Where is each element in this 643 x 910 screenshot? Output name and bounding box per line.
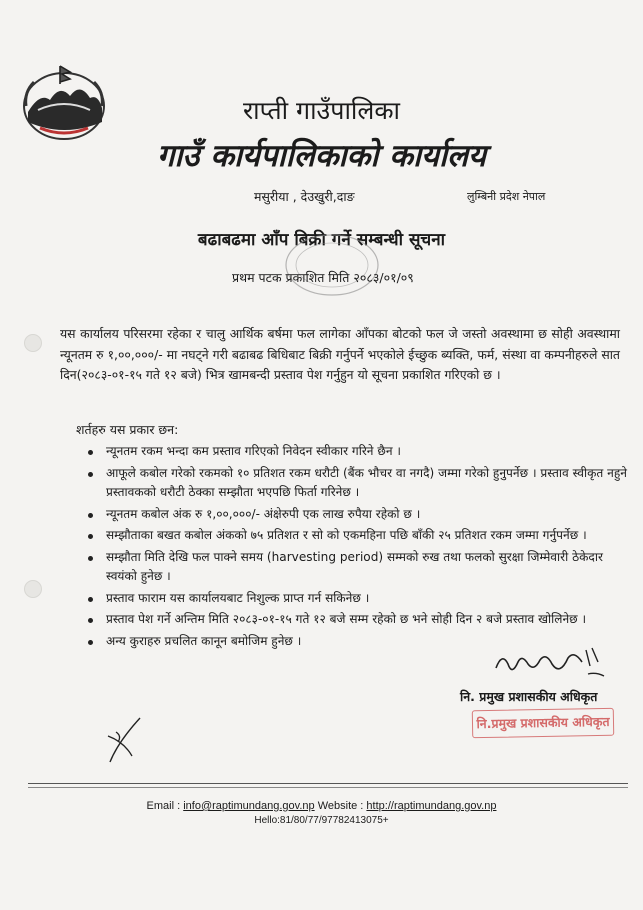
condition-text: न्यूनतम कबोल अंक रु १,००,०००/- अंक्षेरुपी एक लाख रुपैया रहेको छ । bbox=[106, 506, 421, 521]
email-link[interactable]: info@raptimundang.gov.np bbox=[183, 800, 315, 812]
bullet-icon bbox=[88, 640, 93, 645]
website-link[interactable]: http://raptimundang.gov.np bbox=[366, 800, 497, 812]
notice-title: बढाबढमा आँप बिक्री गर्ने सम्बन्धी सूचना bbox=[197, 230, 446, 250]
bullet-icon bbox=[88, 450, 93, 455]
conditions-list bbox=[88, 442, 628, 653]
footer-contact bbox=[0, 800, 643, 812]
condition-text: प्रस्ताव फाराम यस कार्यालयबाट निशुल्क प्राप्त गर्न सकिनेछ । bbox=[106, 590, 370, 605]
bullet-icon bbox=[88, 534, 93, 539]
office-name: राप्ती गाउँपालिका bbox=[242, 96, 401, 125]
condition-text: अन्य कुराहरु प्रचलित कानून बमोजिम हुनेछ । bbox=[106, 633, 302, 648]
condition-text: सम्झौता मिति देखि फल पाक्ने समय (harvesting period) सम्मको रुख तथा फलको सुरक्षा जिम्मेवारी ठेकेदार स्वयंको हुनेछ । bbox=[106, 549, 603, 583]
bullet-icon bbox=[88, 513, 93, 518]
list-item bbox=[88, 442, 628, 462]
signature-icon bbox=[492, 642, 612, 692]
list-item bbox=[88, 505, 628, 525]
list-item bbox=[88, 464, 628, 503]
signer-title: नि. प्रमुख प्रशासकीय अधिकृत bbox=[460, 689, 598, 704]
bullet-icon bbox=[88, 618, 93, 623]
signer-stamp: नि.प्रमुख प्रशासकीय अधिकृत bbox=[472, 708, 614, 738]
condition-text: प्रस्ताव पेश गर्ने अन्तिम मिति २०८३-०१-१५ गते १२ बजे सम्म रहेको छ भने सोही दिन २ बजे प्रस्ताव खोलिनेछ । bbox=[106, 612, 587, 626]
bullet-icon bbox=[88, 597, 93, 602]
list-item bbox=[88, 548, 628, 587]
punch-hole bbox=[24, 334, 42, 352]
office-title: गाउँ कार्यपालिकाको कार्यालय bbox=[156, 138, 487, 174]
office-stamp-icon bbox=[282, 230, 382, 300]
list-item bbox=[88, 610, 628, 630]
bullet-icon bbox=[88, 472, 93, 477]
email-label: Email : bbox=[146, 800, 181, 812]
list-item bbox=[88, 589, 628, 609]
province-name: लुम्बिनी प्रदेश नेपाल bbox=[467, 190, 546, 203]
condition-text: सम्झौताका बखत कबोल अंकको ७५ प्रतिशत र सो को एकमहिना पछि बाँकी २५ प्रतिशत रकम जम्मा गर्नुपर्नेछ । bbox=[106, 528, 587, 542]
punch-hole bbox=[24, 580, 42, 598]
footer-phone: Hello:81/80/77/97782413075+ bbox=[254, 815, 389, 826]
list-item bbox=[88, 526, 628, 546]
condition-text: आफूले कबोल गरेको रकमको १० प्रतिशत रकम धरौटी (बैंक भौचर वा नगदै) जम्मा गरेको हुनुपर्नेछ । प्रस्ताव स्वीकृत नहुने प्रस्तावकको धरौटी ठेक्का सम्झौता भएपछि फिर्ता गरिनेछ । bbox=[106, 465, 627, 499]
publication-date: प्रथम पटक प्रकाशित मिति २०८३/०१/०९ bbox=[232, 270, 414, 285]
website-label: Website : bbox=[317, 800, 364, 812]
conditions-heading: शर्तहरु यस प्रकार छन: bbox=[76, 422, 179, 437]
condition-text: न्यूनतम रकम भन्दा कम प्रस्ताव गरिएको निवेदन स्वीकार गरिने छैन । bbox=[106, 444, 401, 458]
footer-divider bbox=[28, 787, 628, 788]
bullet-icon bbox=[88, 556, 93, 561]
office-address: मसुरीया , देउखुरी,दाङ bbox=[254, 189, 355, 204]
footer-divider bbox=[28, 783, 628, 784]
notice-paragraph: यस कार्यालय परिसरमा रहेका र चालु आर्थिक बर्षमा फल लागेका आँपका बोटको फल जे जस्तो अवस्थामा छ सोही अवस्थामा न्यूनतम रु १,००,०००/- मा नघट्ने गरी बढाबढ बिधिबाट बिक्री गर्नुपर्ने भएकोले ईच्छुक ब्यक्ति, फर्म, संस्था वा कम्पनीहरुले सात दिन(२०८३-०१-१५ गते १२ बजे) भित्र खामबन्दी प्रस्ताव पेश गर्नुहुन यो सूचना प्रकाशित गरिएको छ । bbox=[60, 326, 620, 382]
initial-mark-icon bbox=[100, 712, 150, 768]
